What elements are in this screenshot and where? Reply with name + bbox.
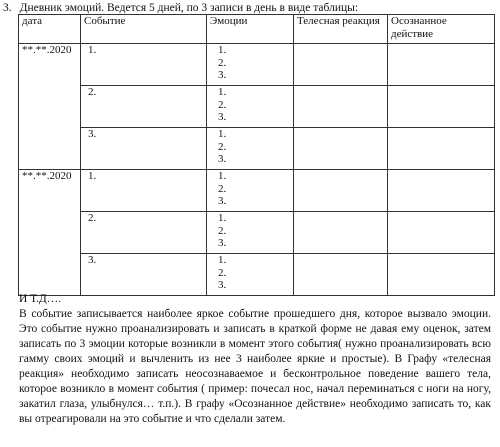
conscious-action-cell[interactable] (388, 86, 495, 128)
emotion-line: 1. (218, 128, 227, 140)
emotion-line: 2. (218, 224, 227, 237)
event-cell[interactable] (81, 212, 207, 254)
header-body-reaction: Телесная реакция (294, 15, 388, 44)
table-row (19, 212, 495, 254)
conscious-action-cell[interactable] (388, 254, 495, 296)
body-reaction-cell[interactable] (294, 128, 388, 170)
event-cell[interactable] (81, 44, 207, 86)
table-row (19, 44, 495, 86)
event-cell[interactable] (81, 86, 207, 128)
table-row (19, 254, 495, 296)
emotion-line: 2. (218, 266, 227, 279)
emotions-cell[interactable] (207, 254, 294, 296)
emotions-cell[interactable] (207, 212, 294, 254)
emotion-line: 1. (218, 44, 227, 56)
emotion-line: 2. (218, 98, 227, 111)
event-number: 3. (88, 254, 97, 266)
task-title: Дневник эмоций. Ведется 5 дней, по 3 записи в день в виде таблицы: (19, 2, 359, 14)
emotion-line: 2. (218, 140, 227, 153)
emotion-line: 1. (218, 170, 227, 182)
instructions-block (19, 292, 491, 427)
emotion-line: 2. (218, 182, 227, 195)
header-date: дата (19, 15, 81, 44)
table-row (19, 170, 495, 212)
date-cell: **.**.2020 (19, 170, 81, 296)
emotions-cell[interactable] (207, 44, 294, 86)
event-cell[interactable] (81, 170, 207, 212)
emotions-cell[interactable] (207, 170, 294, 212)
body-reaction-cell[interactable] (294, 44, 388, 86)
conscious-action-cell[interactable] (388, 170, 495, 212)
emotion-line: 3. (218, 237, 227, 249)
emotion-line: 1. (218, 86, 227, 98)
emotion-line: 3. (218, 195, 227, 207)
header-emotions: Эмоции (207, 15, 294, 44)
emotion-line: 2. (218, 56, 227, 69)
task-heading (3, 1, 358, 15)
emotion-line: 1. (218, 212, 227, 224)
conscious-action-cell[interactable] (388, 212, 495, 254)
event-number: 3. (88, 128, 97, 140)
emotion-line: 3. (218, 279, 227, 291)
table-header-row (19, 15, 495, 44)
emotions-cell[interactable] (207, 86, 294, 128)
event-cell[interactable] (81, 254, 207, 296)
emotion-line: 3. (218, 69, 227, 81)
emotion-line: 3. (218, 153, 227, 165)
table-row (19, 128, 495, 170)
header-conscious-action: Осознанное действие (388, 15, 495, 44)
conscious-action-cell[interactable] (388, 128, 495, 170)
emotion-line: 3. (218, 111, 227, 123)
task-number: 3. (3, 2, 12, 14)
conscious-action-cell[interactable] (388, 44, 495, 86)
date-cell: **.**.2020 (19, 44, 81, 170)
body-reaction-cell[interactable] (294, 254, 388, 296)
body-reaction-cell[interactable] (294, 212, 388, 254)
event-number: 2. (88, 212, 97, 224)
emotion-diary-table (18, 14, 495, 296)
body-reaction-cell[interactable] (294, 86, 388, 128)
header-event: Событие (81, 15, 207, 44)
emotion-line: 1. (218, 254, 227, 266)
emotions-cell[interactable] (207, 128, 294, 170)
body-reaction-cell[interactable] (294, 170, 388, 212)
table-row (19, 86, 495, 128)
event-cell[interactable] (81, 128, 207, 170)
event-number: 1. (88, 170, 97, 182)
instructions-paragraph: В событие записывается наиболее яркое событие прошедшего дня, которое вызвало эмоции. Это событие нужно проанализировать и записать в краткой форме не давая ему оценок, затем записать по 3 эмоции которые возникли в момент этого события( нужно проанализировать всю гамму своих эмоций и вычленить из нее 3 наиболее яркие и простые). В Графу «телесная реакция» необходимо записать неосознаваемое и бесконтрольное поведение вашего тела, которое возникло в момент события ( пример: почесал нос, начал переминаться с ноги на ногу, закатил глаза, улыбнулся… т.п.). В графу «Осознанное действие» необходимо записать то, как вы отреагировали на это событие и что сделали затем. (19, 308, 491, 425)
event-number: 2. (88, 86, 97, 98)
etc-line: И Т.Д…. (19, 293, 62, 305)
event-number: 1. (88, 44, 97, 56)
